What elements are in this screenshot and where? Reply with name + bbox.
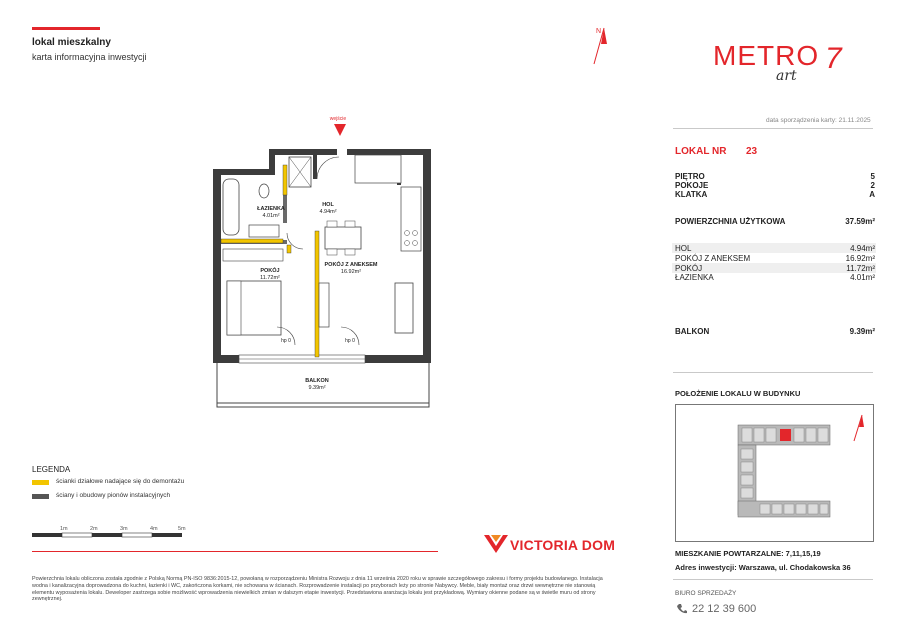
lokal-label: LOKAL NR <box>675 146 727 157</box>
area-total-value: 37.59m² <box>845 217 875 226</box>
north-arrow-icon <box>588 24 612 68</box>
logo-art: art <box>776 68 797 84</box>
room-name: HOL <box>675 244 692 253</box>
phone-number[interactable]: 22 12 39 600 <box>692 603 757 615</box>
scale-bar <box>32 530 202 542</box>
row-shade <box>672 243 876 253</box>
area-total-label: POWIERZCHNIA UŻYTKOWA <box>675 217 786 226</box>
room-name: POKÓJ Z ANEKSEM <box>675 254 751 263</box>
north-label: N <box>596 28 602 35</box>
lokal-number: 23 <box>746 146 758 157</box>
victoria-dom-logo-icon <box>484 533 508 555</box>
aneks-name: POKÓJ Z ANEKSEM <box>324 262 378 268</box>
hol-label <box>313 202 343 215</box>
brand-name: VICTORIA DOM <box>510 537 616 553</box>
location-title: POŁOŻENIE LOKALU W BUDYNKU <box>675 389 801 398</box>
entrance-arrow-icon <box>334 124 346 136</box>
balcony-label: BALKON <box>675 327 710 336</box>
detail-value: 2 <box>870 181 875 190</box>
building-plan-image <box>676 405 873 541</box>
sales-office-label: BIURO SPRZEDAŻY <box>675 590 737 597</box>
entrance-label: wejście <box>329 116 347 122</box>
document-title: lokal mieszkalny <box>32 37 111 48</box>
aneks-area: 16.92m² <box>340 268 362 275</box>
divider <box>673 372 873 373</box>
pokoj-area: 11.72m² <box>260 274 280 281</box>
phone-icon <box>676 603 688 615</box>
room-area: 16.92m² <box>845 254 875 263</box>
divider <box>673 579 873 580</box>
scale-label: 1m <box>60 526 68 532</box>
logo-seven: 7 <box>825 42 842 75</box>
detail-value: A <box>869 190 875 199</box>
detail-key: KLATKA <box>675 190 708 199</box>
aneks-label <box>322 262 380 275</box>
room-name: POKÓJ <box>675 264 703 273</box>
room-name: ŁAZIENKA <box>675 273 714 282</box>
document-subtitle: karta informacyjna inwestycji <box>32 52 147 62</box>
creation-date: data sporządzenia karty: 21.11.2025 <box>766 117 871 124</box>
logo-metro: METRO <box>713 40 820 71</box>
door-height-label: hp 0 <box>345 338 355 344</box>
lazienka-area: 4.01m² <box>262 212 280 219</box>
balkon-label <box>300 378 334 391</box>
legal-disclaimer: Powierzchnia lokalu obliczona została zgodnie z Polską Normą PN-ISO 9836:2015-12, powołaną w rozporządzeniu Ministra Rozwoju z dnia 11 września 2020 roku w sprawie szczegółowego zakresu i formy projektu budowlanego. Instalacja wodna i kanalizacyjna doprowadzona do kuchni, łazienki i WC, zakończona korkami, nie schowana w ścianach. Rozprowadzenie instalacji po przyborach leży po stronie Nabywcy. Meble, biały montaż oraz drzwi wewnętrzne nie stanowią elementu wyposażenia lokalu. Deweloper zastrzega sobie możliwość wprowadzenia niewielkich zmian w dalszym etapie inwestycji. Przedstawiona aranżacja lokalu jest przykładową. Wymiary okienne podane są w świetle muru od strony zewnętrznej. <box>32 576 603 603</box>
scale-label: 2m <box>90 526 98 532</box>
hol-name: HOL <box>322 202 334 208</box>
balcony-value: 9.39m² <box>849 327 875 336</box>
scale-label: 3m <box>120 526 128 532</box>
balkon-area: 9.39m² <box>308 384 326 391</box>
building-location-map <box>675 404 874 542</box>
room-area: 4.01m² <box>850 273 875 282</box>
divider <box>673 128 873 129</box>
detail-value: 5 <box>870 172 875 181</box>
lazienka-name: ŁAZIENKA <box>257 206 285 212</box>
legend-text: ścianki działowe nadające się do demontażu <box>56 478 185 485</box>
pokoj-name: POKÓJ <box>260 268 280 274</box>
lazienka-label <box>254 206 288 219</box>
pokoj-label <box>253 268 287 281</box>
hol-area: 4.94m² <box>319 208 337 215</box>
header-accent-bar <box>32 27 100 30</box>
scale-label: 5m <box>178 526 186 532</box>
room-area: 4.94m² <box>850 244 875 253</box>
legend-swatch <box>32 494 49 499</box>
detail-key: PIĘTRO <box>675 172 705 181</box>
investment-address: Adres inwestycji: Warszawa, ul. Chodakowska 36 <box>675 563 851 572</box>
door-height-label: hp 0 <box>281 338 291 344</box>
unit-highlight <box>780 429 791 441</box>
legend-swatch <box>32 480 49 485</box>
repeat-units: MIESZKANIE POWTARZALNE: 7,11,15,19 <box>675 549 821 558</box>
legend-title: LEGENDA <box>32 465 71 474</box>
legend-text: ściany i obudowy pionów instalacyjnych <box>56 492 171 499</box>
detail-key: POKOJE <box>675 181 709 190</box>
room-area: 11.72m² <box>846 264 875 273</box>
balkon-name: BALKON <box>305 378 329 384</box>
scale-label: 4m <box>150 526 158 532</box>
footer-divider <box>32 551 438 552</box>
